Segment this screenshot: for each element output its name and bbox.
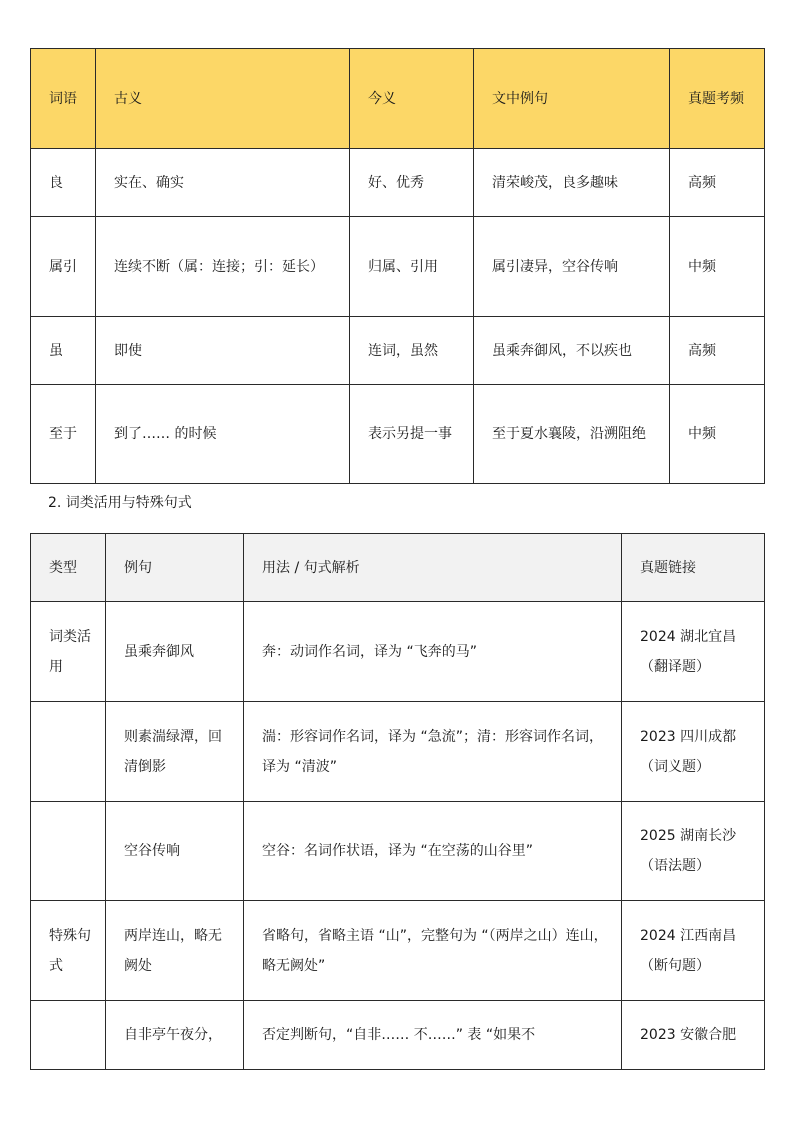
ancient-meaning-cell: 连续不断（属：连接；引：延长） [96,217,350,317]
example-cell: 则素湍绿潭，回清倒影 [106,702,244,802]
table-header-row [31,49,765,149]
table-row [31,602,765,702]
frequency-cell: 高频 [670,317,765,385]
word-cell: 属引 [31,217,96,317]
frequency-cell: 中频 [670,385,765,484]
analysis-cell: 省略句，省略主语 “山”，完整句为 “（两岸之山）连山，略无阙处” [244,901,622,1001]
example-cell: 至于夏水襄陵，沿溯阻绝 [474,385,670,484]
header-analysis: 用法 / 句式解析 [244,534,622,602]
table-row [31,385,765,484]
exam-link-cell: 2025 湖南长沙（语法题） [622,802,765,901]
analysis-cell: 湍：形容词作名词，译为 “急流”；清：形容词作名词，译为 “清波” [244,702,622,802]
usage-table [30,533,765,1070]
word-cell: 至于 [31,385,96,484]
modern-meaning-cell: 表示另提一事 [350,385,474,484]
table-row [31,702,765,802]
header-exam-link: 真题链接 [622,534,765,602]
header-ancient-meaning: 古义 [96,49,350,149]
header-modern-meaning: 今义 [350,49,474,149]
table-row [31,802,765,901]
example-cell: 自非亭午夜分， [106,1001,244,1070]
frequency-cell: 中频 [670,217,765,317]
type-cell [31,1001,106,1070]
table-row [31,901,765,1001]
ancient-meaning-cell: 实在、确实 [96,149,350,217]
word-cell: 虽 [31,317,96,385]
exam-link-cell: 2023 四川成都（词义题） [622,702,765,802]
exam-link-cell: 2024 湖北宜昌（翻译题） [622,602,765,702]
type-cell [31,802,106,901]
type-cell: 词类活用 [31,602,106,702]
type-cell [31,702,106,802]
table-row [31,1001,765,1070]
section-heading: 2. 词类活用与特殊句式 [48,495,192,511]
example-cell: 清荣峻茂，良多趣味 [474,149,670,217]
modern-meaning-cell: 连词，虽然 [350,317,474,385]
exam-link-cell: 2024 江西南昌（断句题） [622,901,765,1001]
table-row [31,217,765,317]
word-cell: 良 [31,149,96,217]
exam-link-cell: 2023 安徽合肥 [622,1001,765,1070]
vocabulary-table [30,48,765,484]
header-type: 类型 [31,534,106,602]
type-cell: 特殊句式 [31,901,106,1001]
example-cell: 虽乘奔御风，不以疾也 [474,317,670,385]
example-cell: 属引凄异，空谷传响 [474,217,670,317]
modern-meaning-cell: 归属、引用 [350,217,474,317]
frequency-cell: 高频 [670,149,765,217]
analysis-cell: 空谷：名词作状语，译为 “在空荡的山谷里” [244,802,622,901]
table-row [31,149,765,217]
ancient-meaning-cell: 到了…… 的时候 [96,385,350,484]
header-exam-frequency: 真题考频 [670,49,765,149]
header-word: 词语 [31,49,96,149]
analysis-cell: 奔：动词作名词，译为 “飞奔的马” [244,602,622,702]
analysis-cell: 否定判断句，“自非…… 不……” 表 “如果不 [244,1001,622,1070]
modern-meaning-cell: 好、优秀 [350,149,474,217]
example-cell: 两岸连山，略无阙处 [106,901,244,1001]
example-cell: 虽乘奔御风 [106,602,244,702]
table-header-row [31,534,765,602]
header-example-sentence: 文中例句 [474,49,670,149]
ancient-meaning-cell: 即使 [96,317,350,385]
table-row [31,317,765,385]
header-example: 例句 [106,534,244,602]
example-cell: 空谷传响 [106,802,244,901]
